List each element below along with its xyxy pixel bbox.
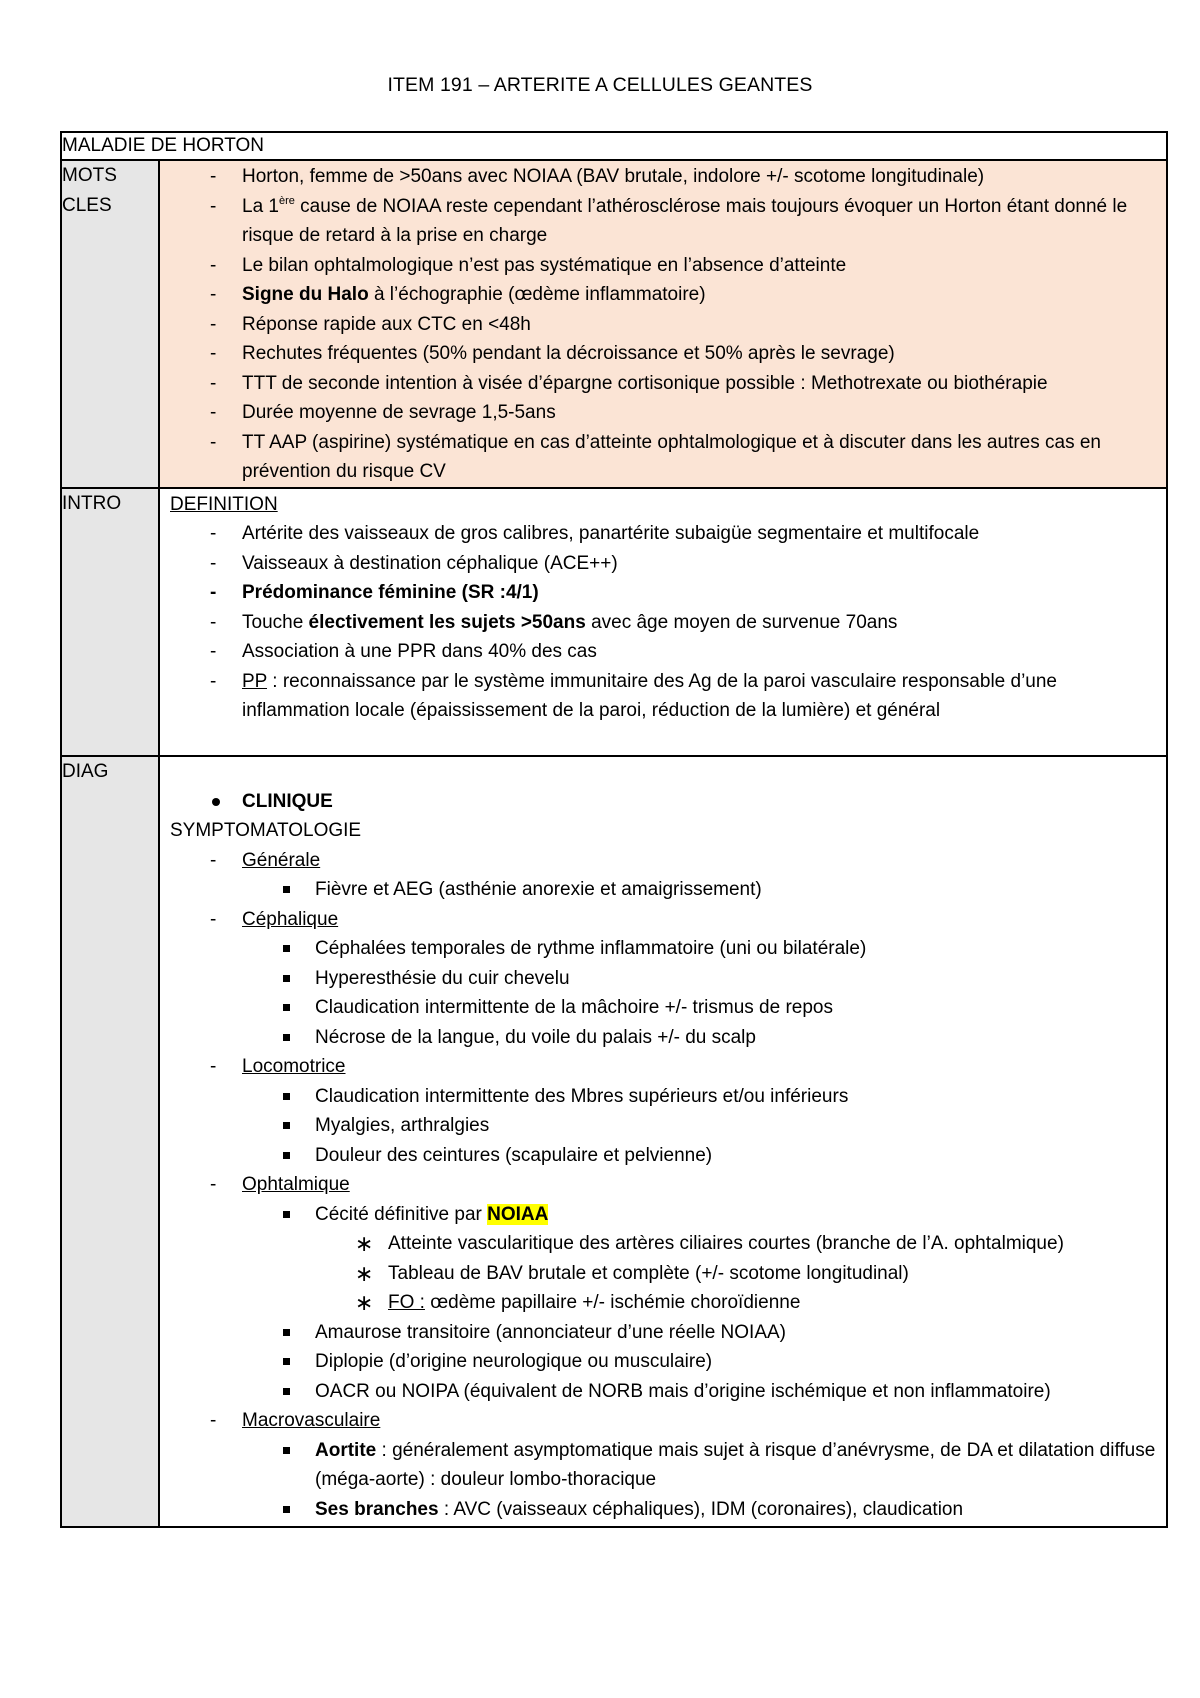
list-item: Douleur des ceintures (scapulaire et pelvienne) bbox=[160, 1141, 1166, 1171]
table-header: MALADIE DE HORTON bbox=[61, 132, 1167, 160]
section-generale: - Générale bbox=[160, 846, 1166, 876]
list-item: ∗ Atteinte vascularitique des artères ciliaires courtes (branche de l’A. ophtalmique) bbox=[160, 1229, 1166, 1259]
cles-label: CLES bbox=[62, 194, 112, 216]
section-cephalique: - Céphalique bbox=[160, 905, 1166, 935]
list-item: Diplopie (d’origine neurologique ou musculaire) bbox=[160, 1347, 1166, 1377]
page-title: ITEM 191 – ARTERITE A CELLULES GEANTES bbox=[387, 74, 813, 96]
diag-content bbox=[159, 756, 1167, 1528]
list-item: Hyperesthésie du cuir chevelu bbox=[160, 964, 1166, 994]
highlight-noiaa: NOIAA bbox=[487, 1203, 549, 1225]
list-item: Claudication intermittente de la mâchoire +/- trismus de repos bbox=[160, 993, 1166, 1023]
mots-label: MOTS bbox=[62, 165, 117, 186]
list-item: Myalgies, arthralgies bbox=[160, 1111, 1166, 1141]
symptomatologie-heading: SYMPTOMATOLOGIE bbox=[170, 820, 362, 841]
list-item: - La 1ère cause de NOIAA reste cependant l’athérosclérose mais toujours évoquer un Horton étant donné le risque de retard à la prise en charge bbox=[160, 192, 1166, 251]
mots-cles-row bbox=[61, 160, 1167, 488]
intro-label: INTRO bbox=[61, 488, 159, 756]
list-item: - TTT de seconde intention à visée d’épargne cortisonique possible : Methotrexate ou biothérapie bbox=[160, 369, 1166, 399]
list-item: - TT AAP (aspirine) systématique en cas d’atteinte ophtalmologique et à discuter dans les autres cas en prévention du risque CV bbox=[160, 428, 1166, 487]
list-item: - Horton, femme de >50ans avec NOIAA (BAV brutale, indolore +/- scotome longitudinale) bbox=[160, 162, 1166, 192]
list-item: - Signe du Halo à l’échographie (œdème inflammatoire) bbox=[160, 280, 1166, 310]
course-table bbox=[60, 131, 1168, 1528]
list-item: - Rechutes fréquentes (50% pendant la décroissance et 50% après le sevrage) bbox=[160, 339, 1166, 369]
section-macrovasculaire: - Macrovasculaire bbox=[160, 1406, 1166, 1436]
list-item: - PP : reconnaissance par le système immunitaire des Ag de la paroi vasculaire responsable d’une inflammation locale (épaississement de la paroi, réduction de la lumière) et général bbox=[160, 667, 1166, 726]
section-ophtalmique: - Ophtalmique bbox=[160, 1170, 1166, 1200]
list-item: ∗ FO : œdème papillaire +/- ischémie choroïdienne bbox=[160, 1288, 1166, 1318]
list-item: OACR ou NOIPA (équivalent de NORB mais d’origine ischémique et non inflammatoire) bbox=[160, 1377, 1166, 1407]
diag-row bbox=[61, 756, 1167, 1528]
list-item: Céphalées temporales de rythme inflammatoire (uni ou bilatérale) bbox=[160, 934, 1166, 964]
list-item: ∗ Tableau de BAV brutale et complète (+/- scotome longitudinal) bbox=[160, 1259, 1166, 1289]
section-locomotrice: - Locomotrice bbox=[160, 1052, 1166, 1082]
list-item: Fièvre et AEG (asthénie anorexie et amaigrissement) bbox=[160, 875, 1166, 905]
list-item: - Durée moyenne de sevrage 1,5-5ans bbox=[160, 398, 1166, 428]
diag-label: DIAG bbox=[61, 756, 159, 1528]
list-item: - Artérite des vaisseaux de gros calibres, panartérite subaigüe segmentaire et multifocale bbox=[160, 519, 1166, 549]
list-item: - Vaisseaux à destination céphalique (ACE++) bbox=[160, 549, 1166, 579]
mots-cles-label bbox=[61, 160, 159, 488]
list-item: Claudication intermittente des Mbres supérieurs et/ou inférieurs bbox=[160, 1082, 1166, 1112]
list-item: Cécité définitive par NOIAA bbox=[160, 1200, 1166, 1230]
definition-heading: DEFINITION bbox=[170, 493, 278, 515]
list-item: - Réponse rapide aux CTC en <48h bbox=[160, 310, 1166, 340]
clinique-heading: CLINIQUE bbox=[160, 787, 1166, 817]
intro-content bbox=[159, 488, 1167, 756]
intro-row bbox=[61, 488, 1167, 756]
list-item: - Le bilan ophtalmologique n’est pas systématique en l’absence d’atteinte bbox=[160, 251, 1166, 281]
list-item: - Prédominance féminine (SR :4/1) bbox=[160, 578, 1166, 608]
list-item: - Association à une PPR dans 40% des cas bbox=[160, 637, 1166, 667]
list-item: Nécrose de la langue, du voile du palais +/- du scalp bbox=[160, 1023, 1166, 1053]
list-item: - Touche électivement les sujets >50ans avec âge moyen de survenue 70ans bbox=[160, 608, 1166, 638]
list-item: Amaurose transitoire (annonciateur d’une réelle NOIAA) bbox=[160, 1318, 1166, 1348]
header-row bbox=[61, 132, 1167, 160]
mots-cles-content bbox=[159, 160, 1167, 488]
list-item: Aortite : généralement asymptomatique mais sujet à risque d’anévrysme, de DA et dilatation diffuse (méga-aorte) : douleur lombo-thoracique bbox=[160, 1436, 1166, 1495]
list-item: Ses branches : AVC (vaisseaux céphaliques), IDM (coronaires), claudication bbox=[160, 1495, 1166, 1525]
